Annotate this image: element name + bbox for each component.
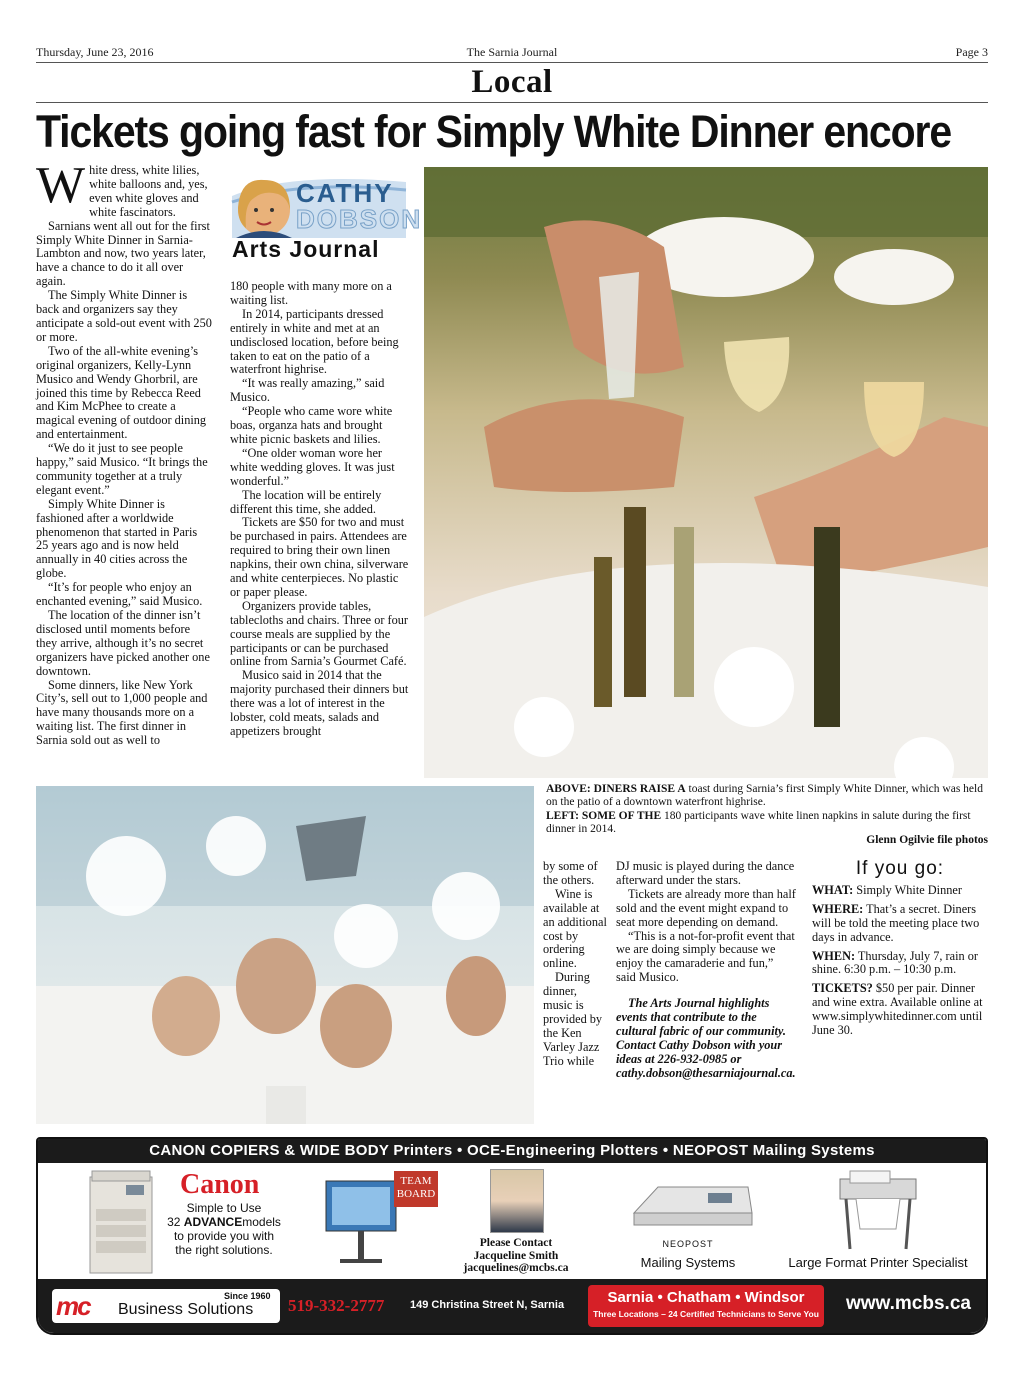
paragraph: “It’s for people who enjoy an enchanted evening,” said Musico. [36,580,203,609]
paragraph: Tickets are $50 for two and must be purchased in pairs. Attendees are required to bring their own linen napkins, their own china, silverware and white centerpieces. No plastic or paper please. [230,515,409,599]
cities: Sarnia • Chatham • Windsor [607,1289,805,1306]
columnist-first-name: CATHY [296,178,394,208]
article-column-4 [616,860,796,1081]
paragraph: Some dinners, like New York City’s, sell out to 1,000 people and have many thousands more on a waiting list. The first dinner in Sarnia sold out as well to [36,677,208,748]
article-column-3 [543,860,607,1069]
section-rule [36,102,988,103]
mcbs-logo-box [52,1289,280,1323]
paragraph: 180 people with many more on a waiting list. [230,279,392,307]
paragraph: “This is a not-for-profit event that we are doing simply because we enjoy the camaraderie and fun,” said Musico. [616,928,795,985]
paragraph: “People who came wore white boas, organza hats and brought white picnic baskets and lilies. [230,404,393,446]
paragraph: “One older woman wore her white wedding gloves. It was just wonderful.” [230,445,395,488]
since-year: Since 1960 [224,1291,271,1301]
paragraph: Tickets are already more than half sold and the event might expand to seat more depending on demand. [616,886,796,929]
contact-block [446,1237,586,1275]
contact-email[interactable]: jacquelines@mcbs.ca [463,1262,569,1274]
mcbs-logo: mc [56,1291,90,1321]
paragraph: The Simply White Dinner is back and organizers say they anticipate a sold-out event with 250 or more. [36,288,212,344]
street-address: 149 Christina Street N, Sarnia [410,1299,565,1311]
toast-photo [424,167,988,778]
locations-box [588,1285,824,1327]
headline: Tickets going fast for Simply White Dinner encore [36,106,952,157]
business-solutions: Business Solutions [118,1301,254,1318]
paragraph: In 2014, participants dressed entirely in white and met at an undisclosed location, before being taken to eat on the patio of a waterfront highrise. [230,306,399,377]
mcbs-advertisement[interactable] [36,1137,988,1335]
paragraph: Organizers provide tables, tablecloths and chairs. Three or four course meals are supplied by the participants or can be purchased online from Sarnia’s Gourmet Café. [230,598,409,669]
caption-above: ABOVE: DINERS RAISE A toast during Sarnia’s first Simply White Dinner, which was held on the patio of a downtown waterfront highrise. [546,783,983,809]
postage-machine-icon [628,1173,758,1229]
locations-tagline: Three Locations – 24 Certified Technicians to Serve You [593,1309,819,1319]
photo-caption [546,783,988,837]
canon-line-2: 32 ADVANCEmodels [167,1215,281,1229]
paragraph: Simply White Dinner is fashioned after a worldwide phenomenon that started in Paris 25 years ago and is now held annually in 40 cities across the globe. [36,496,198,581]
paragraph: Sarnians went all out for the first Simply White Dinner in Sarnia-Lambton and now, two years later, have a chance to do it all over again. [36,218,210,289]
header-rule [36,62,988,63]
if-you-go-box [812,858,988,1043]
canon-logo: Canon [180,1169,260,1200]
paragraph: Musico said in 2014 that the majority purchased their dinners but there was a lot of interest in the lobster, cold meats, salads and appetizers brought [230,668,409,738]
columnist-tagline: The Arts Journal highlights events that contribute to the cultural fabric of our community. Contact Cathy Dobson with your ideas at 226-932-0985 or cathy.dobson@thesarniajournal.ca. [616,996,796,1080]
paragraph: Two of the all-white evening’s original organizers, Kelly-Lynn Musico and Wendy Ghorbril, are joined this time by Rebecca Reed and Kim McPhee to create a magical evening of outdoor dining and entertainment. [36,343,207,442]
smartboard-icon [322,1177,402,1267]
paragraph: During dinner, music is provided by the Ken Varley Jazz Trio while [543,970,603,1068]
large-printer-icon [836,1169,920,1253]
section-title: Local [471,64,553,100]
info-when: WHEN: Thursday, July 7, rain or shine. 6:30 p.m. – 10:30 p.m. [812,948,978,977]
columnist-badge [230,168,423,268]
canon-copy [164,1201,284,1257]
canon-line-3: to provide you with [173,1229,275,1243]
canon-line-1: Simple to Use [186,1201,262,1215]
if-you-go-title: If you go: [855,858,945,879]
website-url[interactable]: www.mcbs.ca [846,1293,971,1314]
columnist-last-name: DOBSON [296,204,423,234]
paper-name: The Sarnia Journal [466,45,558,59]
article-column-1 [36,157,212,748]
ad-banner: CANON COPIERS & WIDE BODY Printers • OCE-Engineering Plotters • NEOPOST Mailing Systems [38,1139,986,1163]
toast-photo-art [424,167,988,778]
canon-line-4: the right solutions. [175,1243,273,1257]
contact-photo [490,1169,544,1233]
contact-name: Jacqueline Smith [473,1249,559,1262]
neopost-label: Mailing Systems [640,1255,736,1270]
photo-credit: Glenn Ogilvie file photos [866,834,988,846]
page-number: Page 3 [955,45,988,59]
napkin-wave-photo-art [36,786,534,1124]
drop-cap: W [36,157,86,214]
ad-footer-bar [38,1279,986,1333]
info-where: WHERE: That’s a secret. Diners will be told the meeting place two days in advance. [812,901,980,944]
issue-date: Thursday, June 23, 2016 [36,45,154,59]
neopost-logo: NEOPOST [662,1239,714,1249]
paragraph: by some of the others. [543,859,598,887]
paragraph: “We do it just to see people happy,” said Musico. “It brings the community together at a truly elegant event.” [36,441,208,497]
lead-paragraph: White dress, white lilies, white balloons and, yes, even white gloves and white fascinators. [36,157,208,219]
paragraph: The location will be entirely different this time, she added. [230,487,382,516]
printer-label: Large Format Printer Specialist [788,1255,968,1270]
info-what: WHAT: Simply White Dinner [812,882,962,897]
paragraph: Wine is available at an additional cost by ordering online. [543,886,607,971]
info-tickets: TICKETS? $50 per pair. Dinner and wine extra. Available online at www.simplywhitedinner.com until June 30. [812,981,983,1038]
phone-number[interactable]: 519-332-2777 [288,1296,385,1315]
column-name: Arts Journal [232,236,380,262]
caption-left: LEFT: SOME OF THE 180 participants wave white linen napkins in salute during the first dinner in 2014. [546,809,971,836]
napkin-wave-photo [36,786,534,1124]
contact-line-1: Please Contact [479,1237,553,1249]
copier-icon [86,1169,156,1277]
teamboard-logo: TEAM BOARD [394,1171,438,1207]
paragraph: “It was really amazing,” said Musico. [230,376,385,405]
paragraph: DJ music is played during the dance afterward under the stars. [616,859,795,887]
paragraph: The location of the dinner isn’t disclosed until moments before they arrive, although it’s no secret organizers have picked another one downtown. [36,608,210,678]
article-column-2 [230,280,410,739]
